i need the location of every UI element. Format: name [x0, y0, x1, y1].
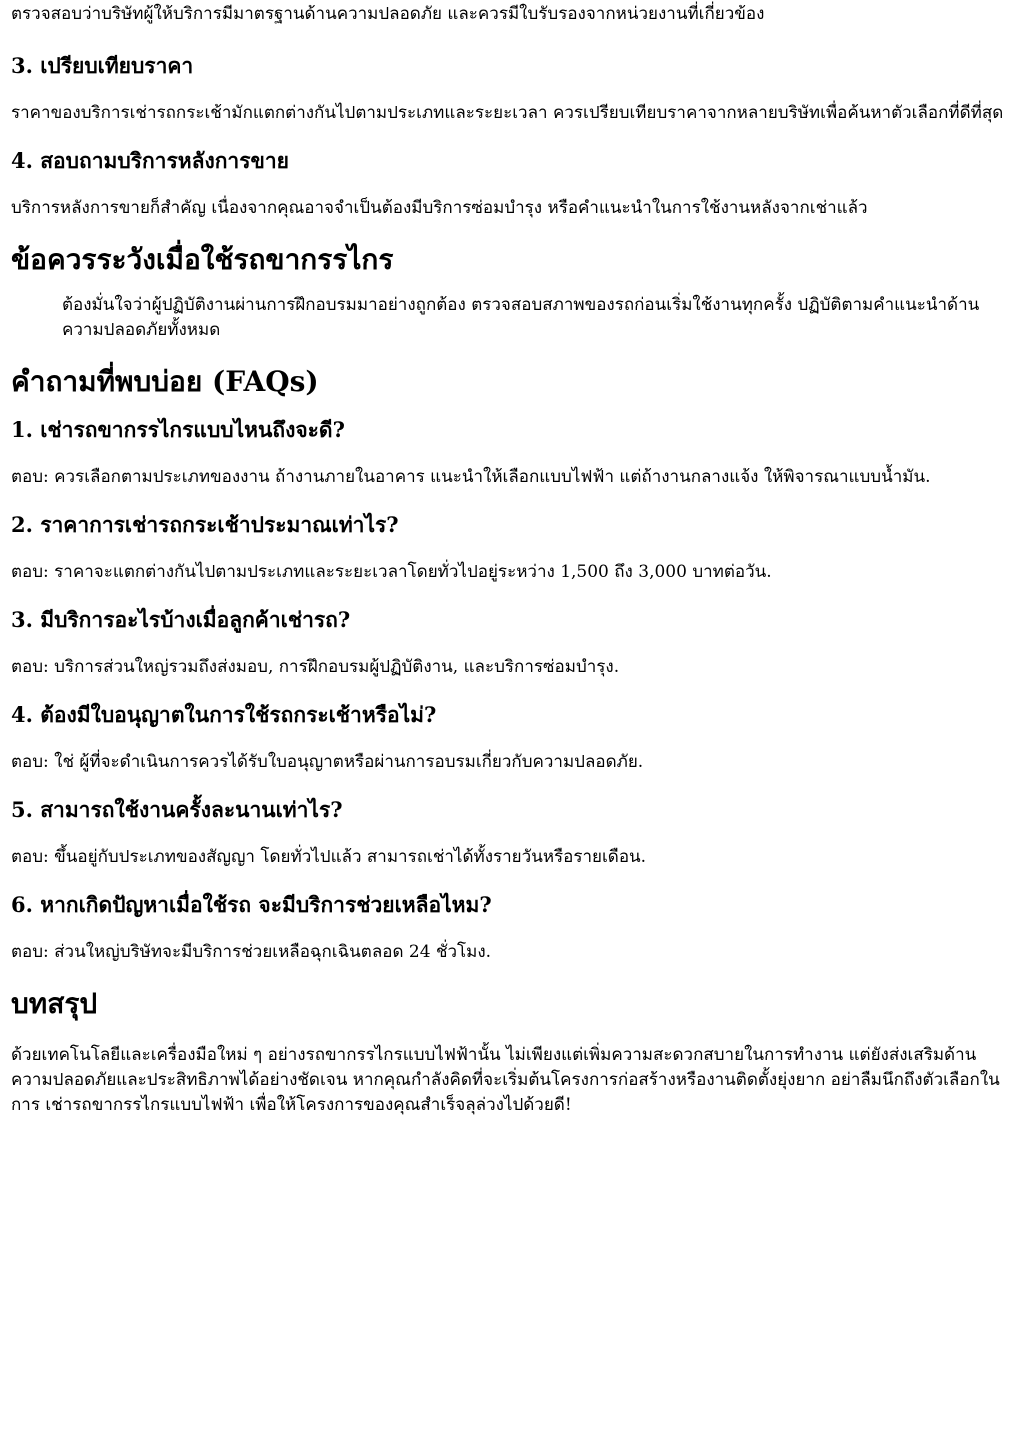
faq-answer: ตอบ: ควรเลือกตามประเภทของงาน ถ้างานภายในอาคาร แนะนำให้เลือกแบบไฟฟ้า แต่ถ้างานกลางแจ้ง ให้พิจารณาแบบน้ำมัน.: [11, 467, 931, 487]
faq-answer: ตอบ: บริการส่วนใหญ่รวมถึงส่งมอบ, การฝึกอบรมผู้ปฏิบัติงาน, และบริการซ่อมบำรุง.: [11, 657, 620, 677]
faq-answer: ตอบ: ส่วนใหญ่บริษัทจะมีบริการช่วยเหลือฉุกเฉินตลอด 24 ชั่วโมง.: [11, 942, 492, 962]
faq-heading: คำถามที่พบบ่อย (FAQs): [11, 365, 319, 398]
tip-heading-compare-prices: 3. เปรียบเทียบราคา: [11, 53, 194, 78]
faq-question: 3. มีบริการอะไรบ้างเมื่อลูกค้าเช่ารถ?: [11, 607, 351, 632]
article-content: [0, 2, 1024, 1118]
faq-question: 2. ราคาการเช่ารถกระเช้าประมาณเท่าไร?: [11, 512, 399, 537]
intro-paragraph: ตรวจสอบว่าบริษัทผู้ให้บริการมีมาตรฐานด้านความปลอดภัย และควรมีใบรับรองจากหน่วยงานที่เกี่ยวข้อง: [11, 4, 765, 24]
faq-question: 5. สามารถใช้งานครั้งละนานเท่าไร?: [11, 797, 343, 822]
caution-heading: ข้อควรระวังเมื่อใช้รถขากรรไกร: [11, 243, 394, 276]
tip-body-compare-prices: ราคาของบริการเช่ารถกระเช้ามักแตกต่างกันไปตามประเภทและระยะเวลา ควรเปรียบเทียบราคาจากหลายบริษัทเพื่อค้นหาตัวเลือกที่ดีที่สุด: [11, 103, 1004, 123]
tip-body-after-sales: บริการหลังการขายก็สำคัญ เนื่องจากคุณอาจจำเป็นต้องมีบริการซ่อมบำรุง หรือคำแนะนำในการใช้งานหลังจากเช่าแล้ว: [11, 198, 868, 218]
caution-quote: ต้องมั่นใจว่าผู้ปฏิบัติงานผ่านการฝึกอบรมมาอย่างถูกต้อง ตรวจสอบสภาพของรถก่อนเริ่มใช้งานทุกครั้ง ปฏิบัติตามคำแนะนำด้านความปลอดภัยทั้งหมด: [62, 295, 980, 340]
conclusion-heading: บทสรุป: [11, 987, 98, 1020]
faq-answer: ตอบ: ขึ้นอยู่กับประเภทของสัญญา โดยทั่วไปแล้ว สามารถเช่าได้ทั้งรายวันหรือรายเดือน.: [11, 847, 647, 867]
faq-question: 6. หากเกิดปัญหาเมื่อใช้รถ จะมีบริการช่วยเหลือไหม?: [11, 892, 492, 917]
faq-question: 4. ต้องมีใบอนุญาตในการใช้รถกระเช้าหรือไม่?: [11, 702, 437, 727]
conclusion-body: ด้วยเทคโนโลยีและเครื่องมือใหม่ ๆ อย่างรถขากรรไกรแบบไฟฟ้านั้น ไม่เพียงแต่เพิ่มความสะดวกสบายในการทำงาน แต่ยังส่งเสริมด้านความปลอดภัยและประสิทธิภาพได้อย่างชัดเจน หากคุณกำลังคิดที่จะเริ่มต้นโครงการก่อสร้างหรืองานติดตั้งยุ่งยาก อย่าลืมนึกถึงตัวเลือกในการ เช่ารถขากรรไกรแบบไฟฟ้า เพื่อให้โครงการของคุณสำเร็จลุล่วงไปด้วยดี!: [11, 1045, 1000, 1115]
faq-answer: ตอบ: ราคาจะแตกต่างกันไปตามประเภทและระยะเวลาโดยทั่วไปอยู่ระหว่าง 1,500 ถึง 3,000 บาทต่อวัน.: [11, 562, 772, 582]
faq-question: 1. เช่ารถขากรรไกรแบบไหนถึงจะดี?: [11, 417, 345, 442]
tip-heading-after-sales: 4. สอบถามบริการหลังการขาย: [11, 148, 289, 173]
faq-answer: ตอบ: ใช่ ผู้ที่จะดำเนินการควรได้รับใบอนุญาตหรือผ่านการอบรมเกี่ยวกับความปลอดภัย.: [11, 752, 644, 772]
